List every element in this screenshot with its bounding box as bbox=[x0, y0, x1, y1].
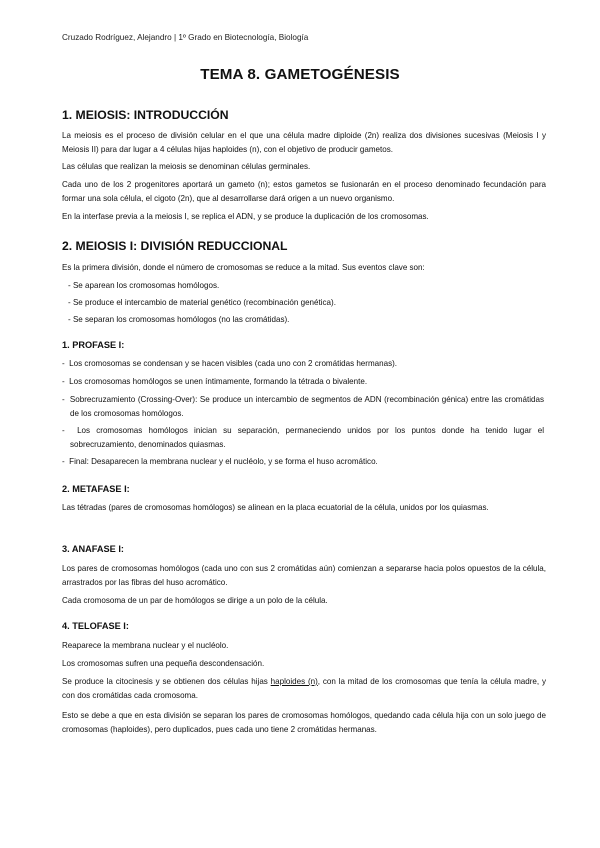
paragraph-metafase: Las tétradas (pares de cromosomas homólogos) se alinean en la placa ecuatorial de la célula, unidos por los quiasmas. bbox=[62, 503, 489, 512]
paragraph-telofase-3: Se produce la citocinesis y se obtienen dos células hijas haploides (n), con la mitad de los cromosomas que tenía la célula madre, y con dos cromátidas cada cromosoma. bbox=[62, 677, 546, 700]
paragraph-anafase-2: Cada cromosoma de un par de homólogos se dirige a un polo de la célula. bbox=[62, 596, 328, 605]
list-item-event-2: - Se produce el intercambio de material genético (recombinación genética). bbox=[68, 298, 336, 307]
paragraph-telofase-4: Esto se debe a que en esta división se separan los pares de cromosomas homólogos, quedando cada célula hija con un solo juego de cromosomas (haploides), pero duplicados, pues cada uno tiene 2 cromátidas hermanas. bbox=[62, 711, 546, 734]
paragraph-telofase-2: Los cromosomas sufren una pequeña descondensación. bbox=[62, 659, 265, 668]
list-item-profase-5: - Final: Desaparecen la membrana nuclear y el nucléolo, y se forma el huso acromático. bbox=[62, 457, 378, 466]
dash-bullet: - bbox=[68, 281, 71, 290]
paragraph-meiosis-i-intro: Es la primera división, donde el número de cromosomas se reduce a la mitad. Sus eventos clave son: bbox=[62, 263, 425, 272]
subheading-anafase-i: 3. ANAFASE I: bbox=[62, 544, 124, 554]
paragraph-interphase: En la interfase previa a la meiosis I, se replica el ADN, y se produce la duplicación de los cromosomas. bbox=[62, 212, 429, 221]
list-item-profase-4: - Los cromosomas homólogos inician su separación, permaneciendo unidos por los puntos donde ha tenido lugar el sobrecruzamiento, denominados quiasmas. bbox=[62, 426, 544, 449]
subheading-telofase-i: 4. TELOFASE I: bbox=[62, 621, 129, 631]
section-heading-meiosis-i: 2. MEIOSIS I: DIVISIÓN REDUCCIONAL bbox=[62, 239, 288, 253]
list-item-profase-3: - Sobrecruzamiento (Crossing-Over): Se produce un intercambio de segmentos de ADN (recombinación génica) entre las cromátidas de los cromosomas homólogos. bbox=[62, 395, 544, 418]
paragraph-meiosis-definition: La meiosis es el proceso de división celular en el que una célula madre diploide (2n) realiza dos divisiones sucesivas (Meiosis I y Meiosis II) para dar lugar a 4 células hijas haploides (n), con el objetivo de producir gametos. bbox=[62, 131, 546, 154]
subheading-metafase-i: 2. METAFASE I: bbox=[62, 484, 130, 494]
paragraph-germinal-cells: Las células que realizan la meiosis se denominan células germinales. bbox=[62, 162, 311, 171]
paragraph-telofase-1: Reaparece la membrana nuclear y el nucléolo. bbox=[62, 641, 229, 650]
list-item-profase-1: - Los cromosomas se condensan y se hacen visibles (cada uno con 2 cromátidas hermanas). bbox=[62, 359, 398, 368]
document-title: TEMA 8. GAMETOGÉNESIS bbox=[200, 66, 400, 83]
list-item-profase-2: - Los cromosomas homólogos se unen íntimamente, formando la tétrada o bivalente. bbox=[62, 377, 368, 386]
paragraph-anafase-1: Los pares de cromosomas homólogos (cada uno con sus 2 cromátidas aún) comienzan a separarse hacia polos opuestos de la célula, arrastrados por las fibras del huso acromático. bbox=[62, 564, 546, 587]
dash-bullet: - bbox=[68, 298, 71, 307]
dash-bullet: - bbox=[68, 315, 71, 324]
section-heading-meiosis-intro: 1. MEIOSIS: INTRODUCCIÓN bbox=[62, 108, 229, 122]
subheading-profase-i: 1. PROFASE I: bbox=[62, 340, 125, 350]
list-item-event-1: - Se aparean los cromosomas homólogos. bbox=[68, 281, 220, 290]
list-item-event-3: - Se separan los cromosomas homólogos (no las cromátidas). bbox=[68, 315, 290, 324]
page-header: Cruzado Rodríguez, Alejandro | 1º Grado en Biotecnología, Biología bbox=[62, 33, 309, 42]
haploides-underlined: haploides (n) bbox=[270, 677, 318, 686]
paragraph-fecundation: Cada uno de los 2 progenitores aportará un gameto (n); estos gametos se fusionarán en el proceso denominado fecundación para formar una sola célula, el cigoto (2n), que al desarrollarse dará origen a un nuevo organismo. bbox=[62, 180, 546, 203]
